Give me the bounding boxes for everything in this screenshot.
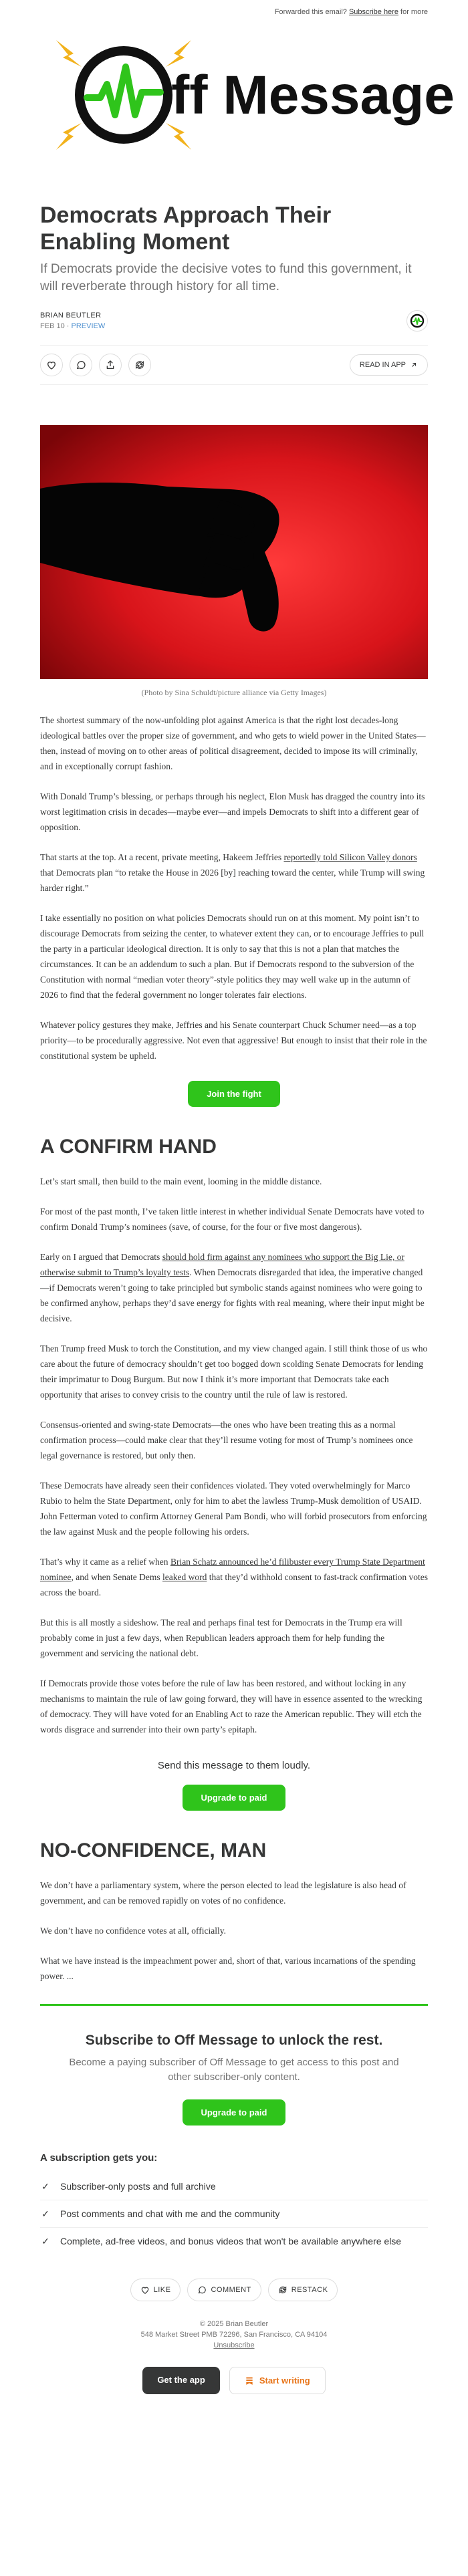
image-caption: (Photo by Sina Schuldt/picture alliance via Getty Images): [141, 688, 327, 697]
logo-text: ff Message: [171, 65, 455, 126]
comment-icon: [76, 360, 86, 370]
check-icon: ✓: [41, 2236, 49, 2246]
benefit-item: [40, 2200, 428, 2228]
benefit-text: Post comments and chat with me and the community: [60, 2208, 280, 2219]
check-icon: ✓: [41, 2208, 49, 2219]
paragraph: But this is all mostly a sideshow. The real and perhaps final test for Democrats in the Trump era will probably come in just a few days, when Republican leaders approach them for help funding the government and servicing the national debt.: [40, 1618, 402, 1658]
like-label: LIKE: [153, 2286, 171, 2294]
join-the-fight-button[interactable]: Join the fight: [188, 1081, 280, 1107]
benefits-title: A subscription gets you:: [40, 2152, 158, 2164]
share-prompt: Send this message to them loudly.: [157, 1760, 311, 1771]
paragraph: [40, 1249, 428, 1326]
bottom-comment-button[interactable]: [187, 2279, 261, 2301]
mailing-address: 548 Market Street PMB 72296, San Francisco, CA 94104: [140, 2331, 328, 2339]
benefit-text: Complete, ad-free videos, and bonus videos that won't be available anywhere else: [60, 2236, 402, 2246]
paragraph: Consensus-oriented and swing-state Democrats—the ones who have been treating this as a normal confirmation process—could make clear that they’ll resume voting for most of Trump’s nominees once legal governance is restored, but only then.: [40, 1420, 413, 1460]
upgrade-to-paid-button[interactable]: Upgrade to paid: [183, 1785, 286, 1811]
restack-button[interactable]: [128, 354, 151, 376]
byline: [40, 310, 428, 332]
read-in-app-label: READ IN APP: [359, 361, 406, 369]
like-button[interactable]: [40, 354, 63, 376]
date-separator: ·: [66, 322, 70, 330]
paragraph: We don’t have no confidence votes at all, officially.: [40, 1926, 226, 1936]
benefit-item: [40, 2228, 428, 2255]
forwarded-text: Forwarded this email?: [274, 8, 347, 16]
restack-icon: [134, 360, 145, 370]
logo-mini-icon: [409, 313, 425, 329]
restack-label: RESTACK: [291, 2286, 328, 2294]
heart-icon: [140, 2285, 150, 2295]
paragraph-text: that they’d withhold consent to fast-track confirmation votes across the board.: [40, 1572, 428, 1597]
benefit-item: [40, 2173, 428, 2200]
paywall-title: Subscribe to Off Message to unlock the rest.: [85, 2033, 383, 2048]
share-button[interactable]: [99, 354, 122, 376]
footer: [40, 2319, 428, 2351]
paywall-upgrade-button[interactable]: Upgrade to paid: [183, 2099, 286, 2126]
share-icon: [105, 360, 116, 370]
unsubscribe-link[interactable]: Unsubscribe: [213, 2341, 255, 2349]
subscribe-link[interactable]: Subscribe here: [348, 8, 398, 16]
author-name[interactable]: BRIAN BEUTLER: [40, 311, 102, 319]
paragraph: Whatever policy gestures they make, Jeffries and his Senate counterpart Chuck Schumer need—as a top priority—to be procedurally aggressive. Not even that aggressive! But enough to insist that their role in the constitutional system be upheld.: [40, 1020, 427, 1061]
paragraph: The shortest summary of the now-unfolding plot against America is that the right lost decades-long ideological battles over the proper size of government, and who gets to wield power in the United States—then, instead of moving on to other areas of political disagreement, decided to impose its will criminally, and in exceptionally corrupt fashion.: [40, 715, 426, 771]
heart-icon: [46, 360, 57, 370]
hero-image-thumbs-down[interactable]: [40, 425, 428, 679]
comment-label: COMMENT: [211, 2286, 251, 2294]
paragraph-text: . When Democrats disregarded that idea, the imperative changed—if Democrats weren’t going to take principled but symbolic stands against nominees who were going to be confirmed anyhow, perhaps they’d save energy for fights with real meaning, where their input might be decisive.: [40, 1267, 425, 1323]
preview-label: PREVIEW: [71, 322, 106, 330]
paragraph: These Democrats have already seen their confidences violated. They voted overwhelmingly for Marco Rubio to helm the State Department, only for him to abet the lawless Trump-Musk demolition of USAID. John Fetterman voted to confirm Attorney General Pam Bondi, who will forbid prosecutors from enforcing the law against Musk and the people following his orders.: [40, 1480, 427, 1537]
external-arrow-icon: [410, 361, 418, 369]
comment-icon: [197, 2285, 207, 2295]
bottom-restack-button[interactable]: [268, 2279, 338, 2301]
app-row: [40, 2367, 428, 2414]
paragraph: [40, 850, 428, 896]
paragraph-text: That starts at the top. At a recent, private meeting, Hakeem Jeffries: [40, 852, 284, 862]
substack-bookmark-icon: [245, 2376, 254, 2386]
publication-avatar[interactable]: [406, 310, 428, 332]
schatz-filibuster-link[interactable]: Brian Schatz announced he’d filibuster every Trump State Department nominee: [40, 1557, 425, 1582]
donors-report-link[interactable]: reportedly told Silicon Valley donors: [283, 852, 417, 862]
paragraph: I take essentially no position on what policies Democrats should run on at this moment. My point isn’t to discourage Democrats from seizing the center, to whatever extent they can, or to encourage Jeffries to pull the party in a particular ideological direction. It is only to say that this is not a plan that matches the circumstances. It can be an addendum to such a plan. But if Democrats respond to the subversion of the Constitution with normal “median voter theory”-style politics they may well wake up in the autumn of 2026 to find that the federal government no longer tolerates fair elections.: [40, 913, 425, 1000]
section-heading-no-confidence: NO-CONFIDENCE, MAN: [40, 1839, 267, 1861]
post-actions: [40, 345, 428, 385]
date-text: FEB 10: [40, 322, 65, 330]
paragraph: [40, 1554, 428, 1600]
paragraph: If Democrats provide those votes before the rule of law has been restored, and without locking in any mechanisms to maintain the rule of law going forward, they will have in essence assented to the wrecking of democracy. They will have voted for an Enabling Act to raze the American republic. They will etch the words disgrace and surrender into their own party’s epitaph.: [40, 1678, 423, 1734]
section-heading-confirm-hand: A CONFIRM HAND: [40, 1136, 217, 1158]
read-in-app-button[interactable]: [350, 354, 428, 376]
start-writing-label: Start writing: [259, 2375, 310, 2386]
nominees-argument-link[interactable]: should hold firm against any nominees who support the Big Lie, or otherwise submit to Trump’s loyalty tests: [40, 1252, 404, 1277]
paragraph: Then Trump freed Musk to torch the Constitution, and my view changed again. I still think those of us who care about the future of democracy shouldn’t get too bogged down scolding Senate Democrats for lending their imprimatur to Doug Burgum. But now I think it’s more important that Democrats take each opportunity that arises to convey crisis to the country until the rule of law is restored.: [40, 1343, 428, 1400]
pulse-line-icon: [87, 67, 160, 115]
paragraph: For most of the past month, I’ve taken little interest in whether individual Senate Democrats have voted to confirm Donald Trump’s nominees (save, of course, for the four or five most dangerous).: [40, 1206, 425, 1232]
leaked-word-link[interactable]: leaked word: [162, 1572, 207, 1582]
paragraph: What we have instead is the impeachment power and, short of that, various incarnations of the spending power. ...: [40, 1956, 416, 1981]
paywall: [40, 2006, 428, 2126]
for-more-text: for more: [400, 8, 428, 16]
off-message-logo[interactable]: [47, 28, 455, 162]
paragraph: Let’s start small, then build to the main event, looming in the middle distance.: [40, 1176, 322, 1186]
post-title[interactable]: Democrats Approach Their Enabling Moment: [40, 203, 332, 255]
bottom-actions: [40, 2279, 428, 2301]
paragraph-text: Early on I argued that Democrats: [40, 1252, 162, 1262]
copyright: © 2025 Brian Beutler: [199, 2320, 269, 2328]
comment-button[interactable]: [70, 354, 92, 376]
paragraph-text: , and when Senate Dems: [71, 1572, 162, 1582]
get-the-app-button[interactable]: Get the app: [142, 2367, 220, 2394]
check-icon: ✓: [41, 2181, 49, 2192]
bottom-like-button[interactable]: [130, 2279, 181, 2301]
benefit-text: Subscriber-only posts and full archive: [60, 2181, 216, 2192]
post-date: [40, 322, 105, 330]
paragraph: With Donald Trump’s blessing, or perhaps through his neglect, Elon Musk has dragged the country into its worst legitimation crisis in decades—maybe ever—and impels Democrats to shift into a different gear of opposition.: [40, 791, 425, 832]
restack-icon: [278, 2285, 287, 2295]
paywall-subtitle: Become a paying subscriber of Off Message to get access to this post and other subscriber-only content.: [69, 2057, 399, 2083]
subscription-benefits: [40, 2152, 428, 2255]
forward-bar: [0, 0, 468, 21]
post-subtitle: If Democrats provide the decisive votes to fund this government, it will reverberate through history for all time.: [40, 262, 412, 293]
start-writing-button[interactable]: [229, 2367, 326, 2394]
paragraph-text: That’s why it came as a relief when: [40, 1557, 170, 1567]
paragraph: We don’t have a parliamentary system, where the person elected to lead the legislature is also head of government, and can be removed rapidly on votes of no confidence.: [40, 1880, 406, 1906]
paragraph-text: that Democrats plan “to retake the House in 2026 [by] reaching toward the center, while Trump will swing harder right.”: [40, 868, 425, 893]
